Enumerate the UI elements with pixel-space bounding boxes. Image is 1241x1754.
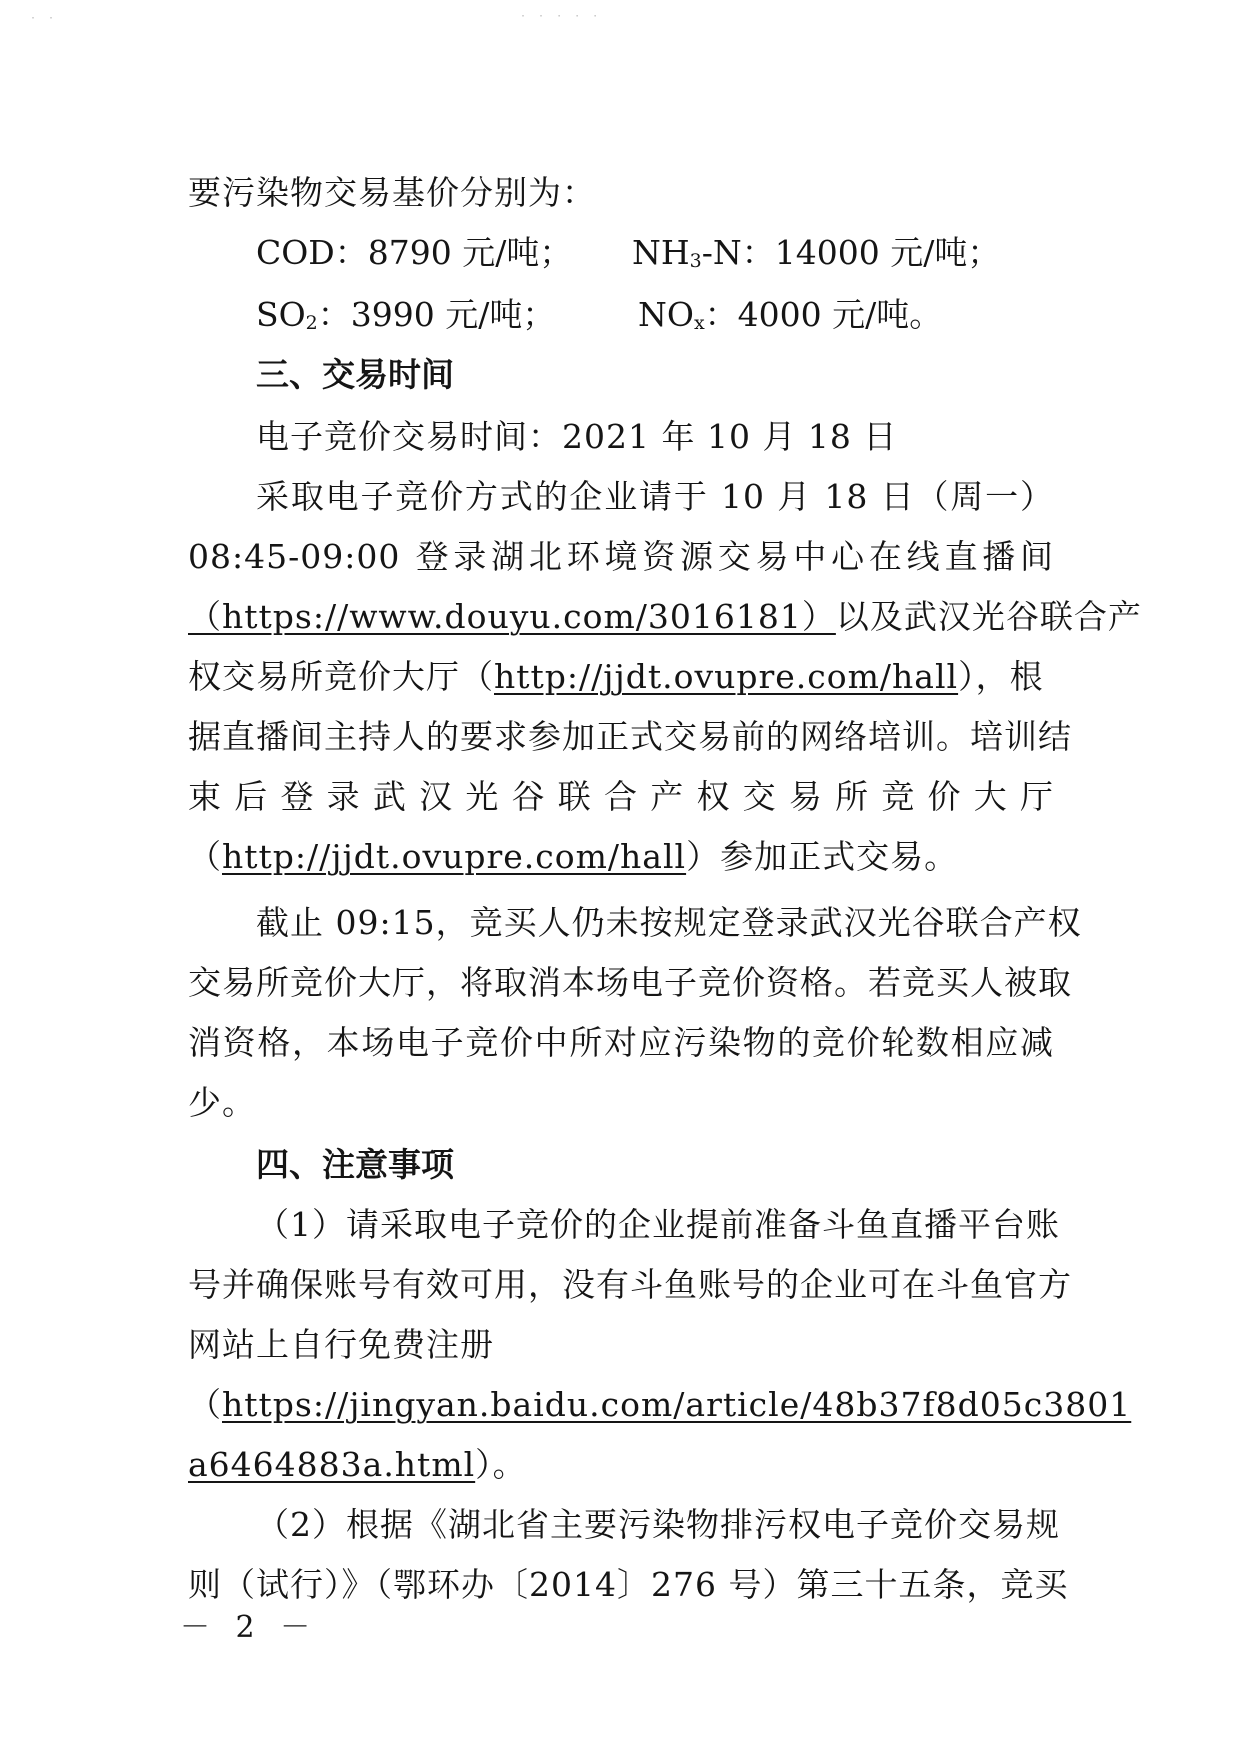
paragraph-line bbox=[188, 1382, 1132, 1428]
paragraph-line: 网站上自行免费注册 bbox=[188, 1325, 494, 1364]
paragraph-line: 据直播间主持人的要求参加正式交易前的网络培训。培训结 bbox=[188, 717, 1072, 756]
pollutant-subscript: x bbox=[693, 312, 705, 334]
line-text: （ bbox=[188, 1385, 222, 1424]
registration-guide-link-cont[interactable]: a6464883a.html bbox=[188, 1445, 476, 1484]
line-text: 以及武汉光谷联合产 bbox=[835, 597, 1142, 636]
price-cod bbox=[256, 230, 572, 276]
scan-speck: · · bbox=[30, 13, 58, 24]
pollutant-name: SO bbox=[256, 295, 306, 334]
douyu-live-link[interactable]: （https://www.douyu.com/3016181） bbox=[188, 597, 836, 636]
trading-time-line: 电子竞价交易时间：2021 年 10 月 18 日 bbox=[256, 417, 898, 456]
paragraph-line bbox=[188, 1442, 1054, 1488]
line-text: ）。 bbox=[475, 1445, 527, 1484]
pollutant-name: NH bbox=[632, 233, 690, 272]
section-heading-notes: 四、注意事项 bbox=[256, 1145, 454, 1184]
bidding-hall-link[interactable]: http://jjdt.ovupre.com/hall bbox=[222, 837, 687, 876]
paragraph-line: 采取电子竞价方式的企业请于 10 月 18 日（周一） bbox=[256, 477, 1054, 516]
pollutant-name: COD bbox=[256, 233, 335, 272]
page-number: － 2 － bbox=[180, 1610, 319, 1645]
paragraph-line: （2）根据《湖北省主要污染物排污权电子竞价交易规 bbox=[256, 1505, 1060, 1544]
line-text: ），根 bbox=[958, 657, 1044, 696]
pollutant-subscript: 3 bbox=[689, 250, 702, 272]
line-text: （ bbox=[188, 837, 222, 876]
paragraph-line bbox=[188, 594, 1142, 640]
paragraph-line: 08:45-09:00 登录湖北环境资源交易中心在线直播间 bbox=[188, 537, 1054, 576]
registration-guide-link[interactable]: https://jingyan.baidu.com/article/48b37f8d05c3801 bbox=[222, 1385, 1132, 1424]
price-nh3n bbox=[632, 230, 1000, 276]
price-nox bbox=[638, 292, 942, 338]
scan-speck: · · · · · bbox=[520, 11, 602, 22]
paragraph-line bbox=[188, 834, 1054, 880]
line-text: ）参加正式交易。 bbox=[686, 837, 959, 876]
pollutant-subscript: 2 bbox=[305, 312, 318, 334]
paragraph-line: （1）请采取电子竞价的企业提前准备斗鱼直播平台账 bbox=[256, 1205, 1060, 1244]
paragraph-line: 交易所竞价大厅，将取消本场电子竞价资格。若竞买人被取 bbox=[188, 963, 1072, 1002]
paragraph-line: 截止 09:15，竞买人仍未按规定登录武汉光谷联合产权 bbox=[256, 903, 1082, 942]
pollutant-price: ：14000 元/吨； bbox=[741, 233, 1001, 272]
paragraph-line: 号并确保账号有效可用，没有斗鱼账号的企业可在斗鱼官方 bbox=[188, 1265, 1072, 1304]
paragraph-line: 则（试行）》（鄂环办〔2014〕276 号）第三十五条，竞买 bbox=[188, 1565, 1069, 1604]
pollutant-price: ：8790 元/吨； bbox=[334, 233, 573, 272]
pollutant-suffix: -N bbox=[701, 233, 742, 272]
section-heading-trading-time: 三、交易时间 bbox=[256, 355, 454, 394]
line-text: 权交易所竞价大厅（ bbox=[188, 657, 494, 696]
pollutant-price: ：4000 元/吨。 bbox=[704, 295, 943, 334]
pollutant-name: NO bbox=[638, 295, 694, 334]
paragraph-line: 束后登录武汉光谷联合产权交易所竞价大厅 bbox=[188, 777, 1054, 816]
bidding-hall-link[interactable]: http://jjdt.ovupre.com/hall bbox=[494, 657, 959, 696]
paragraph-line bbox=[188, 654, 1054, 700]
price-so2 bbox=[256, 292, 555, 338]
paragraph-line: 少。 bbox=[188, 1083, 256, 1122]
pollutant-price: ：3990 元/吨； bbox=[317, 295, 556, 334]
intro-line: 要污染物交易基价分别为： bbox=[188, 173, 596, 212]
paragraph-line: 消资格，本场电子竞价中所对应污染物的竞价轮数相应减 bbox=[188, 1023, 1054, 1062]
